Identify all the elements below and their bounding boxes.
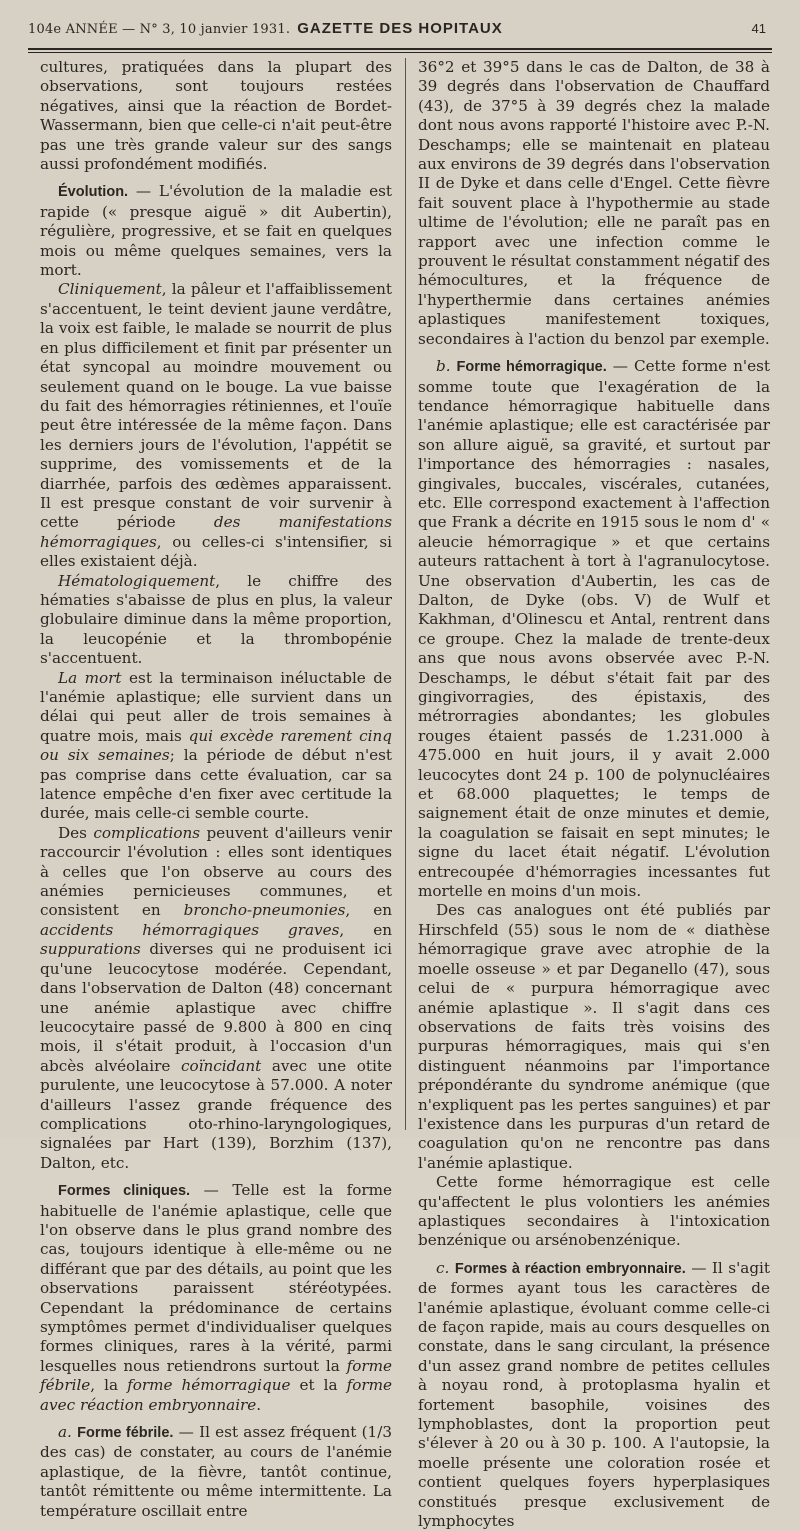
section-heading: Forme fébrile. <box>77 1425 174 1442</box>
page-header <box>28 14 772 44</box>
journal-title: GAZETTE DES HOPITAUX <box>297 20 503 37</box>
issue-line: 104e ANNÉE — N° 3, 10 janvier 1931. <box>28 22 291 37</box>
paragraph: La mort est la terminaison inéluctable de l'anémie aplastique; elle survient dans un délai qui peut aller de trois semaines à quatre mois, mais qui excède rarement cinq ou six semaines; la période de début n'est pas comprise dans cette évaluation, car sa latence empêche d'en fixer avec certitude la durée, mais celle-ci semble courte. <box>40 668 392 823</box>
paragraph: Des cas analogues ont été publiés par Hirschfeld (55) sous le nom de « diathèse hémorragique grave avec atrophie de la moelle osseuse » et par Deganello (47), sous celui de « purpura hémorragique avec anémie aplastique ». Il s'agit dans ces observations de faits très voisins des purpuras hémorragiques, mais qui s'en distinguent néanmoins par l'importance prépondérante du syndrome anémique (que n'expliquent pas les pertes sanguines) et par l'existence dans les purpuras d'un retard de coagulation qu'on ne rencontre pas dans l'anémie aplastique. <box>418 901 770 1172</box>
page-number: 41 <box>751 21 766 36</box>
left-column <box>40 58 392 1520</box>
paragraph-forme-febrile: a. Forme fébrile. — Il est assez fréquent (1/3 des cas) de constater, au cours de l'anémie aplastique, de la fièvre, tantôt continue, tantôt rémittente ou même intermittente. La température oscillait entre <box>40 1423 392 1520</box>
paragraph: Cliniquement, la pâleur et l'affaiblissement s'accentuent, le teint devient jaune verdâtre, la voix est faible, le malade se nourrit de plus en plus difficilement et finit par présenter un état syncopal au moindre mouvement ou seulement quand on le bouge. La vue baisse du fait des hémorragies rétiniennes, et l'ouïe peut être intéressée de la même façon. Dans les derniers jours de l'évolution, l'appétit se supprime, des vomissements et de la diarrhée, parfois des œdèmes apparaissent. Il est presque constant de voir survenir à cette période des manifestations hémorragiques, ou celles-ci s'intensifier, si elles existaient déjà. <box>40 280 392 571</box>
paragraph: Hématologiquement, le chiffre des hématies s'abaisse de plus en plus, la valeur globulaire diminue dans la même proportion, la leucopénie et la thrombopénie s'accentuent. <box>40 571 392 668</box>
paragraph-formes-cliniques: Formes cliniques. — Telle est la forme habituelle de l'anémie aplastique, celle que l'on observe dans le plus grand nombre des cas, toujours identique à elle-même ou ne différant que par des détails, au point que les observations paraissent stéréotypées. Cependant la prédominance de certains symptômes permet d'individualiser quelques formes cliniques, rares à la vérité, parmi lesquelles nous retiendrons surtout la forme fébrile, la forme hémorragique et la forme avec réaction embryonnaire. <box>40 1181 392 1414</box>
column-divider <box>405 58 406 1130</box>
paragraph-reaction-embryonnaire: c. Formes à réaction embryonnaire. — Il s'agit de formes ayant tous les caractères de l'anémie aplastique, évoluant comme celle-ci de façon rapide, mais au cours desquelles on constate, dans le sang circulant, la présence d'un assez grand nombre de petites cellules à noyau rond, à protoplasma hyalin et fortement basophile, voisines des lymphoblastes, dont la proportion peut s'élever à 20 ou à 30 p. 100. A l'autopsie, la moelle présente une coloration rosée et contient quelques foyers hyperplasiques constitués presque exclusivement de lymphocytes <box>418 1258 770 1531</box>
text-columns <box>40 58 770 1531</box>
paragraph: Cette forme hémorragique est celle qu'affectent le plus volontiers les anémies aplastiques secondaires à l'intoxication benzénique ou arsénobenzénique. <box>418 1173 770 1250</box>
section-heading: Évolution. <box>58 184 129 201</box>
paragraph: 36°2 et 39°5 dans le cas de Dalton, de 38 à 39 degrés dans l'observation de Chauffard (43), de 37°5 à 39 degrés chez la malade dont nous avons rapporté l'histoire avec P.-N. Deschamps; elle se maintenait en plateau aux environs de 39 degrés dans l'observation II de Dyke et dans celle d'Engel. Cette fièvre fait souvent place à l'hypothermie au stade ultime de l'évolution; elle ne paraît pas en rapport avec une infection comme le prouvent le résultat constamment négatif des hémocultures, et la fréquence de l'hyperthermie dans certaines anémies aplastiques manifestement toxiques, secondaires à l'action du benzol par exemple. <box>418 58 770 348</box>
paragraph: cultures, pratiquées dans la plupart des observations, sont toujours restées négatives, ainsi que la réaction de Bordet-Wassermann, bien que celle-ci n'ait peut-être pas une très grande valeur sur des sangs aussi profondément modifiés. <box>40 58 392 174</box>
right-column <box>418 58 770 1531</box>
section-heading: Formes à réaction embryonnaire. <box>454 1260 686 1277</box>
section-heading: Formes cliniques. <box>58 1183 191 1200</box>
header-rule <box>28 48 772 53</box>
paragraph: Des complications peuvent d'ailleurs venir raccourcir l'évolution : elles sont identiques à celles que l'on observe au cours des anémies pernicieuses communes, et consistent en broncho-pneumonies, en accidents hémorragiques graves, en suppurations diverses qui ne produisent ici qu'une leucocytose modérée. Cependant, dans l'observation de Dalton (48) concernant une anémie aplastique avec chiffre leucocytaire passé de 9.800 à 800 en cinq mois, il s'était produit, à l'occasion d'un abcès alvéolaire coïncidant avec une otite purulente, une leucocytose à 57.000. A noter d'ailleurs l'assez grande fréquence des complications oto-rhino-laryngologiques, signalées par Hart (139), Borzhim (137), Dalton, etc. <box>40 823 392 1172</box>
paragraph-forme-hemorragique: b. Forme hémorragique. — Cette forme n'est somme toute que l'exagération de la tendance hémorragique habituelle dans l'anémie aplastique; elle est caractérisée par son allure aiguë, sa gravité, et surtout par l'importance des hémorragies : nasales, gingivales, buccales, viscérales, cutanées, etc. Elle correspond exactement à l'affection que Frank a décrite en 1915 sous le nom d' « aleucie hémorragique » et que certains auteurs rattachent à tort à l'agranulocytose. Une observation d'Aubertin, les cas de Dalton, de Dyke (obs. V) de Wulf et Kakhman, d'Olinescu et Antal, rentrent dans ce groupe. Chez la malade de trente-deux ans que nous avons observée avec P.-N. Deschamps, le début s'était fait par des gingivorragies, des épistaxis, des métrorragies abondantes; les globules rouges étaient passés de 1.231.000 à 475.000 en huit jours, il y avait 2.000 leucocytes dont 24 p. 100 de polynucléaires et 68.000 plaquettes; le temps de saignement était de onze minutes et demie, la coagulation se faisait en sept minutes; le signe du lacet était négatif. L'évolution entrecoupée d'hémorragies incessantes fut mortelle en moins d'un mois. <box>418 357 770 901</box>
section-heading: Forme hémorragique. <box>456 359 607 376</box>
paragraph-evolution: Évolution. — L'évolution de la maladie est rapide (« presque aiguë » dit Aubertin), régulière, progressive, et se fait en quelques mois ou même quelques semaines, vers la mort. <box>40 182 392 280</box>
